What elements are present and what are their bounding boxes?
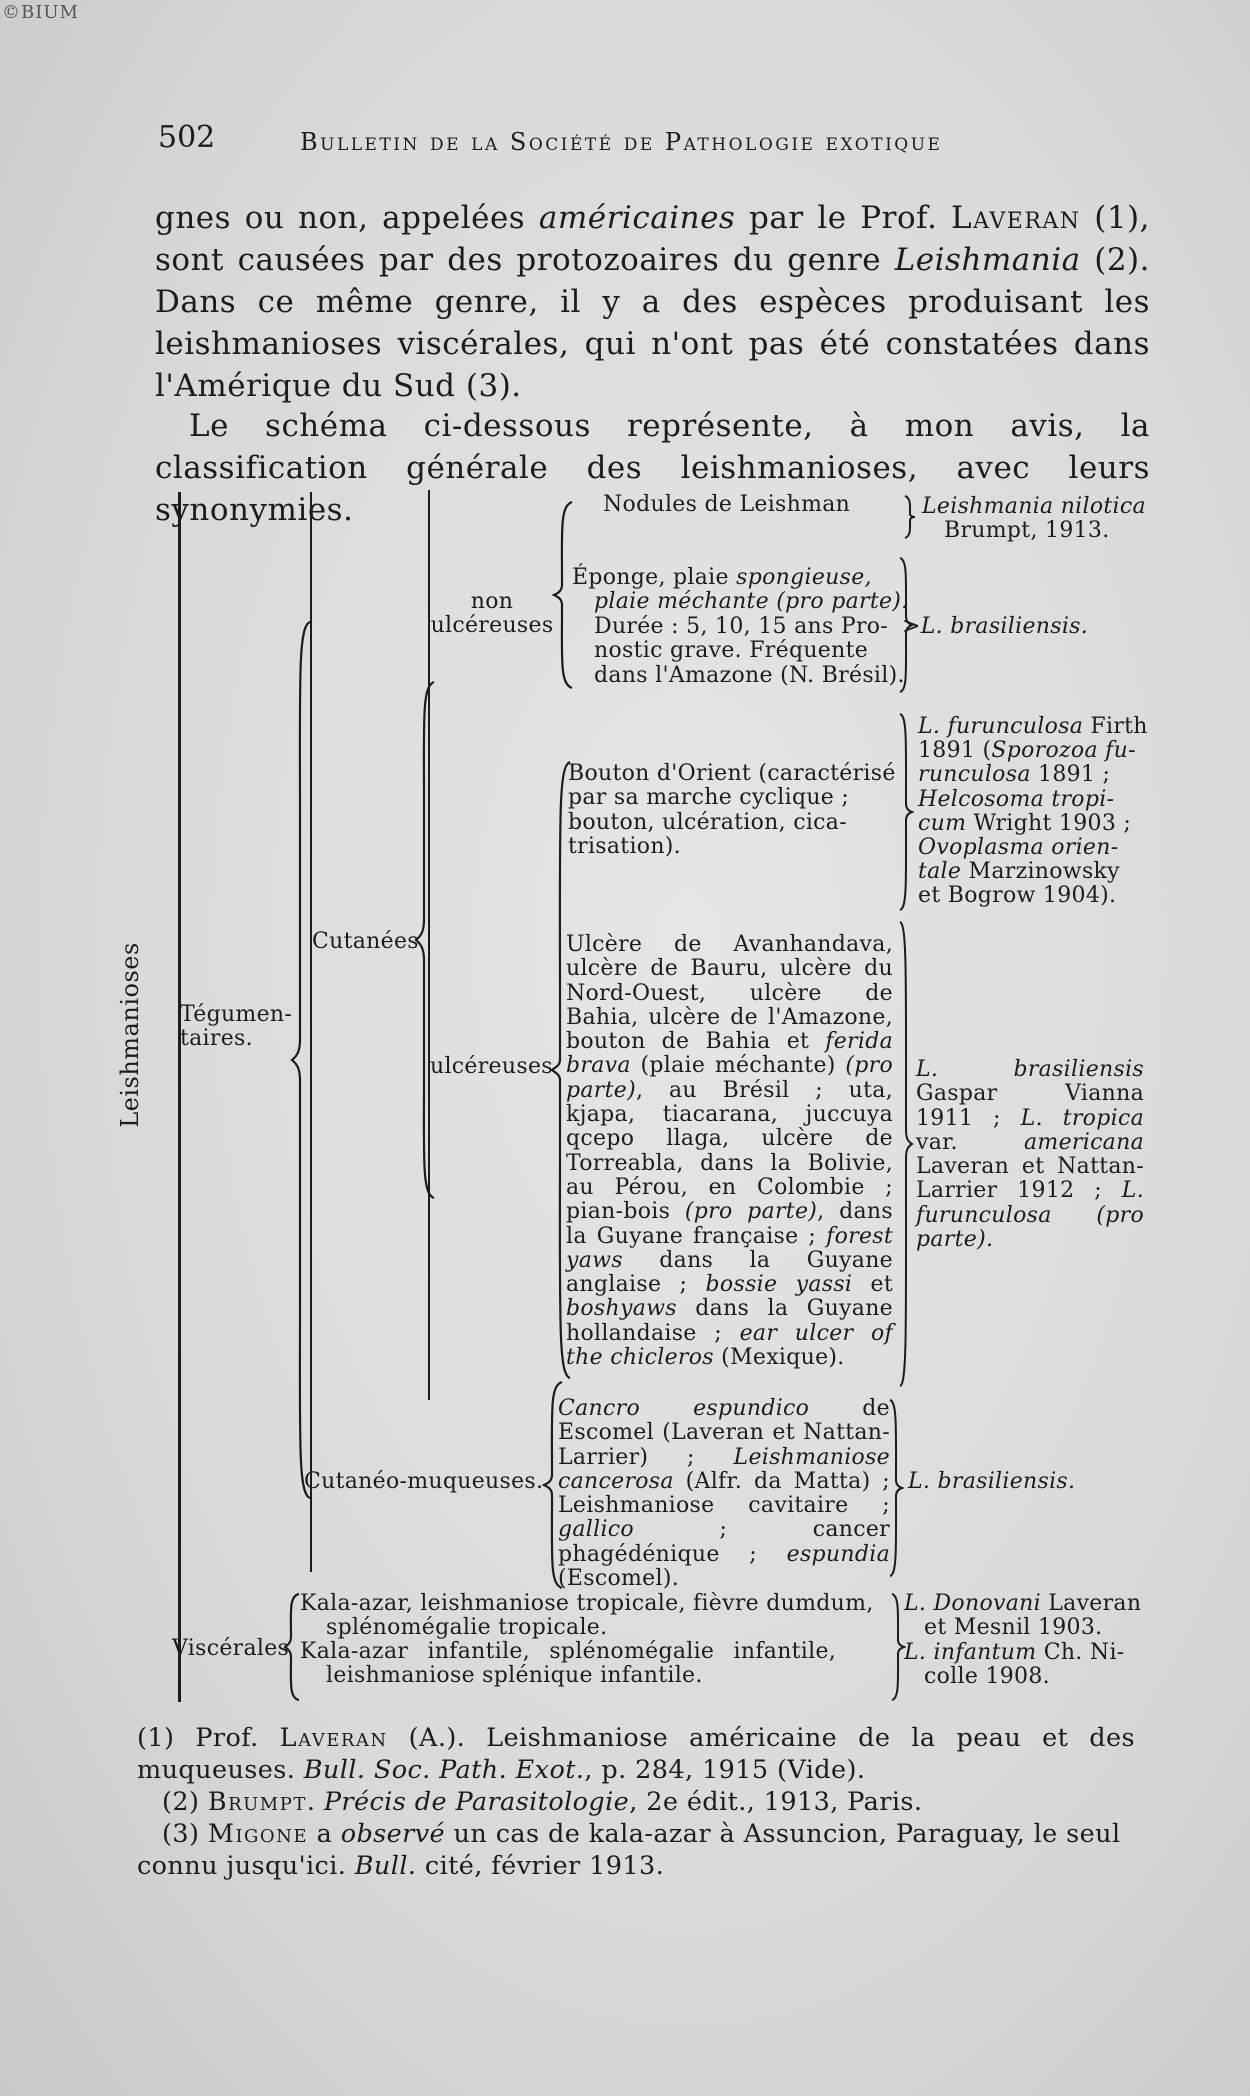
text-run: gallico — [558, 1517, 634, 1543]
text-run: (2). Dans ce même genre, il y a des espèces produisant les leishmanioses viscérales, qui n'ont pas été constatées dans l'Amérique du Sud (3). — [155, 242, 1151, 404]
text-run: (pro parte) — [566, 1053, 893, 1103]
author-name: Brumpt — [207, 1787, 307, 1817]
ulcereuses-label: ulcéreuses — [430, 1054, 553, 1079]
text-run: dans la Guyane hollandaise ; — [566, 1296, 893, 1346]
paragraph-1 — [155, 197, 1150, 407]
cutaneo-muqueuses-label: Cutanéo-muqueuses. — [304, 1469, 544, 1494]
species-name: Leishmania nilotica — [922, 494, 1146, 519]
viscerales-synonyms — [904, 1592, 1141, 1689]
kala-azar-line-3: Kala-azar infantile, splénomégalie infantile, — [300, 1639, 837, 1664]
text-run: Cancro espundico — [558, 1396, 810, 1421]
text-run: dans la Guyane anglaise ; — [566, 1247, 893, 1298]
non-ulcereuses-label: non ulcéreuses — [430, 589, 554, 639]
text-run: , 2e édit., 1913, Paris. — [629, 1787, 923, 1817]
text-run: (pro parte) — [684, 1199, 818, 1225]
text-run: Gaspar Vianna 1911 ; — [916, 1081, 1144, 1131]
text-run: (Mexique). — [713, 1345, 845, 1371]
text-run: americana — [1024, 1129, 1144, 1155]
brace-tegumentaires — [290, 620, 314, 1500]
text-run: var. — [916, 1129, 1025, 1155]
text-run: de Escomel (Laveran et Nattan-Larrier) ; — [558, 1396, 890, 1470]
text-run: , dans la Guyane française ; — [566, 1199, 893, 1249]
brace-cutanees — [414, 680, 438, 1200]
text-run: (2) — [162, 1787, 208, 1817]
author-name: Laveran — [279, 1723, 388, 1753]
text-run: Laveran — [1040, 1591, 1142, 1616]
text-run: Sporozoa fu- — [991, 738, 1136, 764]
root-label: Leishmanioses — [116, 942, 144, 1128]
text-run: 1891 ( — [918, 738, 992, 764]
text-run: boshyaws — [566, 1296, 677, 1322]
paragraph-2: Le schéma ci-dessous représente, à mon avis, la classification générale des leishmanioses, avec leurs synonymies. — [155, 408, 1150, 528]
text-run: L. Donovani — [904, 1591, 1041, 1616]
text-run: bossie yassi — [705, 1272, 853, 1298]
text-run: connu jusqu'ici. — [137, 1851, 355, 1881]
text-run: L. furunculosa — [918, 714, 1084, 739]
bouton-synonyms — [918, 715, 1148, 909]
text-run: ear ulcer of the chicleros — [566, 1320, 893, 1371]
text-run: Ch. Ni- — [1036, 1639, 1125, 1665]
text-run: Wright 1903 ; — [966, 810, 1132, 836]
running-head: Bulletin de la Société de Pathologie exotique — [300, 128, 943, 156]
nodules-species — [922, 495, 1146, 519]
species-name: L. brasiliensis. — [908, 1469, 1076, 1494]
footnote-2 — [162, 1786, 1160, 1818]
text-run: cum — [918, 810, 967, 836]
text-run: L. brasiliensis — [916, 1057, 1144, 1082]
text-run: L. infantum — [904, 1639, 1037, 1665]
cancro-species — [908, 1470, 1075, 1494]
eponge-entry-line-1 — [572, 566, 872, 590]
cutanees-label: Cutanées — [312, 929, 419, 954]
text-run: observé — [340, 1819, 446, 1849]
text-run: , p. 284, 1915 (Vide). — [584, 1755, 866, 1785]
text-run: , au Brésil ; uta, kjapa, tiacarana, juccuya qcepo llaga, ulcère de Torreabla, dans la Bolivie, au Pérou, en Colombie ; pian-bois — [566, 1077, 893, 1225]
watermark: ©BIUM — [2, 2, 79, 23]
text-run: a — [308, 1819, 341, 1849]
text-run: Leishmaniose cancerosa — [558, 1444, 890, 1494]
text-run: forest yaws — [566, 1223, 893, 1273]
text-run: et Mesnil 1903. — [924, 1615, 1103, 1641]
text-run: (plaie méchante) — [630, 1053, 846, 1079]
text-run: plaie méchante (pro parte). — [594, 589, 909, 614]
author-name: Migone — [207, 1819, 309, 1849]
kala-azar-line-1: Kala-azar, leishmaniose tropicale, fièvre dumdum, — [300, 1591, 874, 1616]
eponge-entry-line-2 — [594, 590, 908, 614]
footnote-3 — [162, 1818, 1160, 1850]
eponge-entry-rest: Durée : 5, 10, 15 ans Pro- nostic grave. Fréquente dans l'Amazone (N. Brésil). — [594, 614, 905, 688]
text-run: . — [306, 1787, 324, 1817]
eponge-species: >L. brasiliensis. — [902, 614, 1089, 639]
text-run: (1) Prof. — [137, 1723, 280, 1753]
text-run: Bull. — [354, 1851, 417, 1881]
brace-right-cancro — [888, 1398, 904, 1578]
cancro-entry — [558, 1397, 890, 1591]
text-run: Laveran et Nattan-Larrier 1912 ; — [916, 1154, 1144, 1204]
viscerales-label: Viscérales — [172, 1636, 290, 1661]
text-run: et — [852, 1272, 893, 1298]
root-rule — [178, 492, 181, 1702]
page-number: 502 — [158, 120, 216, 155]
bouton-entry: Bouton d'Orient (caractérisé par sa marche cyclique ; bouton, ulcération, cica- trisation). — [568, 761, 896, 859]
text-run: Marzinowsky — [961, 859, 1120, 885]
text-run: Ovoplasma orien- — [918, 835, 1119, 861]
text-run: (1), sont causées par des protozoaires du genre — [155, 200, 1150, 278]
footnote-3-continued — [137, 1850, 1135, 1882]
text-run: L. tropica — [1020, 1105, 1144, 1131]
text-run: colle 1908. — [924, 1663, 1050, 1689]
text-run: Précis de Parasitologie — [323, 1787, 630, 1817]
brace-right-ulcere — [898, 920, 914, 1390]
nodules-entry: Nodules de Leishman — [603, 492, 851, 517]
kala-azar-line-2: splénomégalie tropicale. — [326, 1615, 608, 1640]
text-run: et Bogrow 1904). — [918, 883, 1117, 909]
text-run: par le Prof. — [735, 200, 952, 236]
brace-right-bouton — [898, 712, 914, 912]
text-run: américaines — [538, 200, 736, 236]
text-run: Éponge, plaie — [572, 565, 737, 590]
text-run: Leishmania — [894, 242, 1081, 278]
text-run: Firth — [1083, 714, 1148, 739]
text-run: (Alfr. da Matta) ; Leishmaniose cavitaire ; — [558, 1468, 890, 1519]
text-run: tale — [918, 859, 962, 885]
text-run: (Escomel). — [558, 1566, 679, 1592]
brace-non-ulcereuses — [552, 500, 576, 690]
text-run: runculosa — [918, 762, 1031, 788]
text-run: spongieuse, — [736, 565, 872, 590]
text-run: gnes ou non, appelées — [155, 200, 539, 236]
footnote-1 — [137, 1722, 1135, 1786]
text-run: un cas de kala-azar à Assuncion, Paraguay, le seul — [445, 1819, 1121, 1849]
author-name: Laveran — [951, 200, 1081, 236]
text-run: ferida brava — [566, 1029, 893, 1079]
ulcere-synonyms — [916, 1058, 1144, 1252]
text-run: Helcosoma tropi- — [918, 786, 1115, 812]
text-run: (3) — [162, 1819, 208, 1849]
ulcere-entry — [566, 933, 893, 1370]
text-run: L. furunculosa (pro parte). — [916, 1178, 1144, 1253]
text-run: espundia — [786, 1541, 890, 1567]
kala-azar-line-4: leishmaniose splénique infantile. — [326, 1663, 703, 1688]
text-run: cité, février 1913. — [416, 1851, 665, 1881]
text-run: 1891 ; — [1030, 762, 1111, 788]
text-run: Bull. Soc. Path. Exot. — [303, 1755, 585, 1785]
text-run: ; cancer phagédénique ; — [558, 1517, 890, 1567]
nodules-species-author: Brumpt, 1913. — [944, 518, 1110, 543]
text-run: Ulcère de Avanhandava, ulcère de Bauru, ulcère du Nord-Ouest, ulcère de Bahia, ulcère de l'Amazone, bouton de Bahia et — [566, 932, 893, 1055]
tegumentaires-label: Tégumen- taires. — [180, 1002, 293, 1051]
text-run: (A.). Leishmaniose américaine de la peau et des muqueuses. — [137, 1723, 1136, 1785]
brace-right-nodules — [903, 494, 917, 540]
species-name: L. brasiliensis. — [920, 614, 1089, 639]
